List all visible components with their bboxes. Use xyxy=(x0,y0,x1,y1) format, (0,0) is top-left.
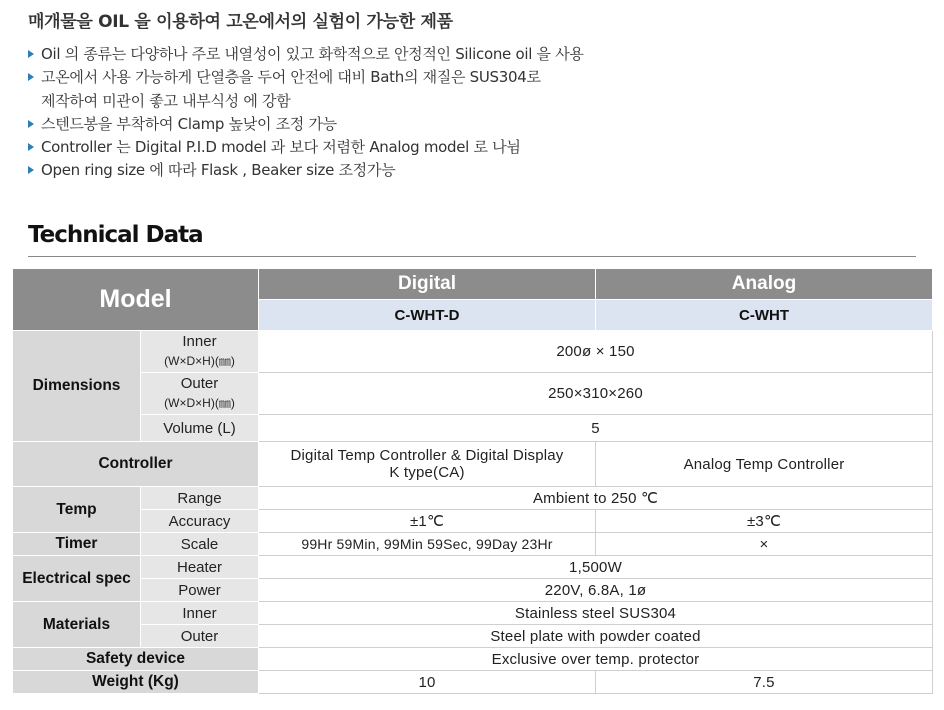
list-item: 스텐드봉을 부착하여 Clamp 높낮이 조정 가능 xyxy=(28,113,584,136)
volume-value: 5 xyxy=(259,415,933,442)
dimensions-label: Dimensions xyxy=(13,331,141,442)
heater-label: Heater xyxy=(141,556,259,579)
outer-material-value: Steel plate with powder coated xyxy=(259,625,933,648)
section-title: Technical Data xyxy=(28,222,203,248)
digital-controller-value: Digital Temp Controller & Digital Display K type(CA) xyxy=(259,442,596,487)
list-item: Open ring size 에 따라 Flask , Beaker size 조정가능 xyxy=(28,159,584,182)
bullet-triangle-icon xyxy=(28,120,34,128)
volume-label: Volume (L) xyxy=(141,415,259,442)
bullet-triangle-icon xyxy=(28,143,34,151)
digital-model-code: C-WHT-D xyxy=(259,300,596,331)
list-item: Oil 의 종류는 다양하나 주로 내열성이 있고 화학적으로 안정적인 Silicone oil 을 사용 xyxy=(28,43,584,66)
bullet-triangle-icon xyxy=(28,166,34,174)
timer-label: Timer xyxy=(13,533,141,556)
list-item: Controller 는 Digital P.I.D model 과 보다 저렴한 Analog model 로 나뉨 xyxy=(28,136,584,159)
analog-scale-value: × xyxy=(596,533,933,556)
digital-weight-value: 10 xyxy=(259,671,596,694)
model-header: Model xyxy=(13,269,259,331)
electrical-spec-label: Electrical spec xyxy=(13,556,141,602)
digital-header: Digital xyxy=(259,269,596,300)
accuracy-label: Accuracy xyxy=(141,510,259,533)
analog-model-code: C-WHT xyxy=(596,300,933,331)
analog-controller-value: Analog Temp Controller xyxy=(596,442,933,487)
safety-device-label: Safety device xyxy=(13,648,259,671)
bullet-triangle-icon xyxy=(28,50,34,58)
spec-table xyxy=(12,268,933,694)
inner-dimension-label: Inner (W×D×H)(㎜) xyxy=(141,331,259,373)
weight-label: Weight (Kg) xyxy=(13,671,259,694)
inner-material-label: Inner xyxy=(141,602,259,625)
analog-weight-value: 7.5 xyxy=(596,671,933,694)
analog-header: Analog xyxy=(596,269,933,300)
power-value: 220V, 6.8A, 1ø xyxy=(259,579,933,602)
materials-label: Materials xyxy=(13,602,141,648)
list-item: 고온에서 사용 가능하게 단열층을 두어 안전에 대비 Bath의 재질은 SUS304로 xyxy=(28,66,584,89)
range-label: Range xyxy=(141,487,259,510)
range-value: Ambient to 250 ℃ xyxy=(259,487,933,510)
analog-accuracy-value: ±3℃ xyxy=(596,510,933,533)
outer-dimension-label: Outer (W×D×H)(㎜) xyxy=(141,373,259,415)
inner-material-value: Stainless steel SUS304 xyxy=(259,602,933,625)
list-item-continuation: 제작하여 미관이 좋고 내부식성 에 강함 xyxy=(41,91,291,110)
section-divider xyxy=(28,256,916,257)
controller-label: Controller xyxy=(13,442,259,487)
page-title: 매개물을 OIL 을 이용하여 고온에서의 실험이 가능한 제품 xyxy=(28,12,453,32)
power-label: Power xyxy=(141,579,259,602)
safety-device-value: Exclusive over temp. protector xyxy=(259,648,933,671)
outer-dimension-value: 250×310×260 xyxy=(259,373,933,415)
bullet-triangle-icon xyxy=(28,73,34,81)
feature-list xyxy=(28,43,584,183)
digital-accuracy-value: ±1℃ xyxy=(259,510,596,533)
digital-scale-value: 99Hr 59Min, 99Min 59Sec, 99Day 23Hr xyxy=(259,533,596,556)
outer-material-label: Outer xyxy=(141,625,259,648)
temp-label: Temp xyxy=(13,487,141,533)
heater-value: 1,500W xyxy=(259,556,933,579)
scale-label: Scale xyxy=(141,533,259,556)
inner-dimension-value: 200ø × 150 xyxy=(259,331,933,373)
